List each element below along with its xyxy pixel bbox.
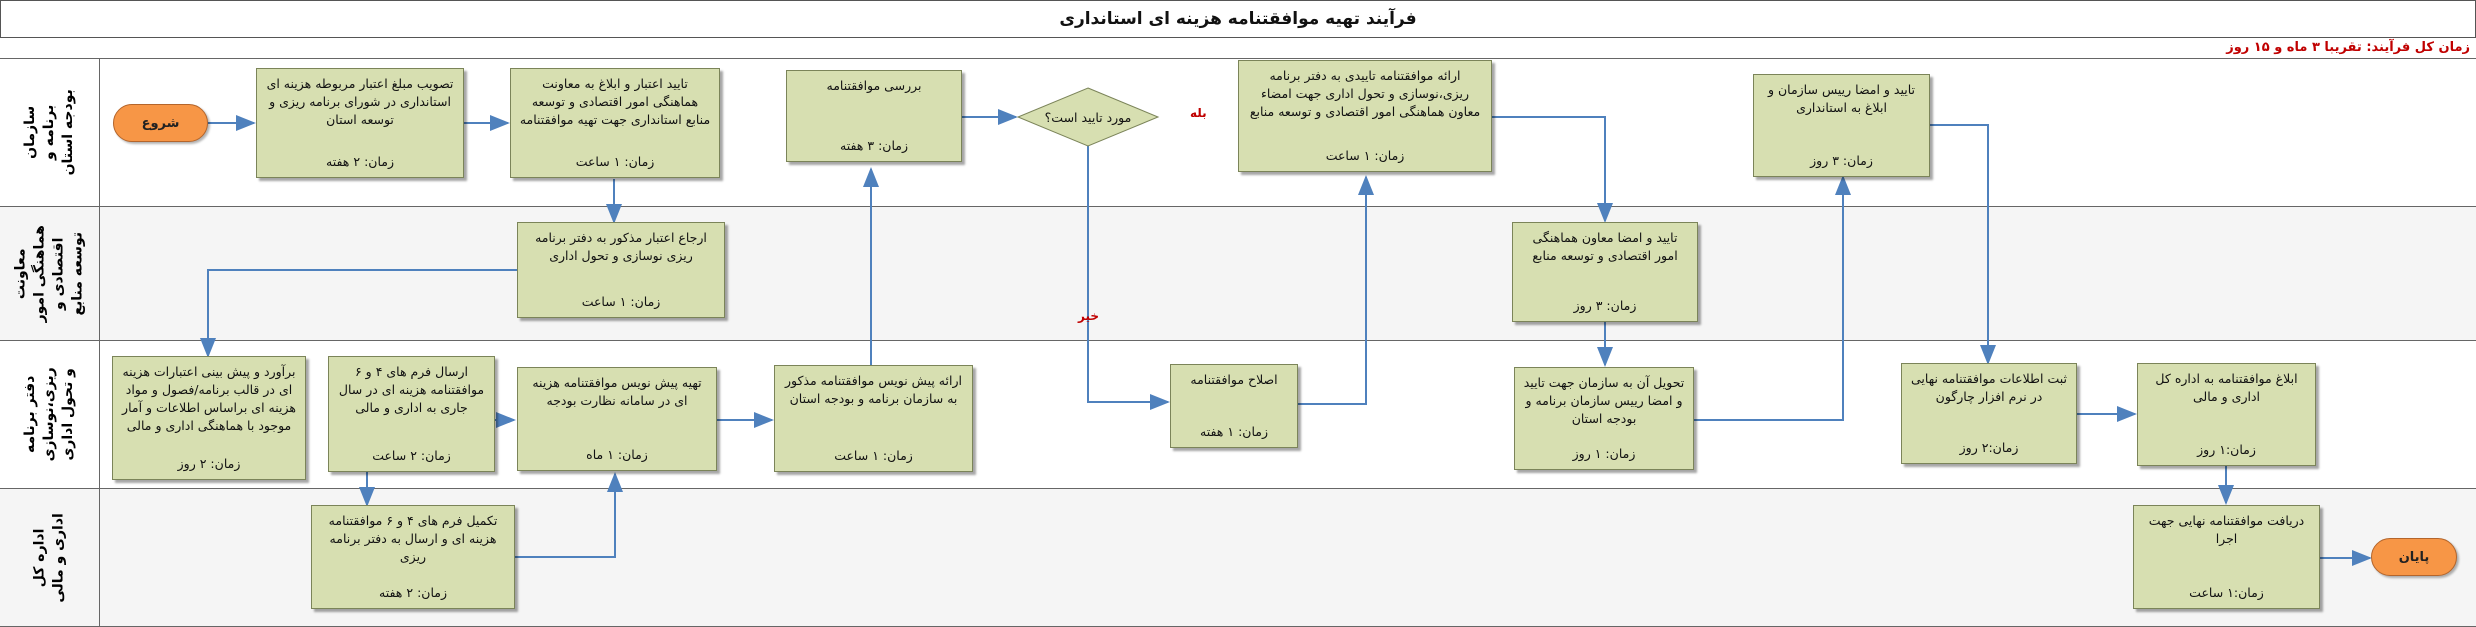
decision-label: مورد تایید است؟ [1044, 109, 1132, 125]
lane-label: سازمان برنامه و بودجه استان [0, 59, 100, 206]
no-label: خیر [1078, 309, 1100, 323]
step-receive-final: دریافت موافقتنامه نهایی جهت اجرا زمان:۱ ساعت [2133, 505, 2320, 609]
step-review-agreement: بررسی موافقتنامه زمان: ۳ هفته [786, 70, 962, 162]
step-estimate-credits: برآورد و پیش بینی اعتبارات هزینه ای در قالب برنامه/فصول و مواد هزینه ای براساس اطلاعات و آمار موجود با هماهنگی اداری و مالی زمان: ۲ روز [112, 356, 306, 480]
lane-label: اداره کل اداری و مالی [0, 489, 100, 626]
arrow [208, 270, 517, 356]
step-complete-forms: تکمیل فرم های ۴ و ۶ موافقتنامه هزینه ای و ارسال به دفتر برنامه ریزی زمان: ۲ هفته [311, 505, 515, 609]
arrow [1930, 125, 1988, 363]
start-terminal: شروع [113, 104, 208, 142]
step-approve-credit-council: تصویب مبلغ اعتبار مربوطه هزینه ای استانداری در شورای برنامه ریزی و توسعه استان زمان: ۲ هفته [256, 68, 464, 178]
step-refer-credit: ارجاع اعتبار مذکور به دفتر برنامه ریزی نوسازی و تحول اداری زمان: ۱ ساعت [517, 222, 725, 318]
step-submit-draft: ارائه پیش نویس موافقتنامه مذکور به سازمان برنامه و بودجه استان زمان: ۱ ساعت [774, 365, 973, 472]
step-deputy-sign: تایید و امضا معاون هماهنگی امور اقتصادی و توسعه منابع زمان: ۳ روز [1512, 222, 1698, 322]
arrow [1298, 177, 1366, 404]
step-notify-admin: ابلاغ موافقتنامه به اداره کل اداری و مالی زمان:۱ روز [2137, 363, 2316, 466]
page-title: فرآیند تهیه موافقتنامه هزینه ای استانداری [0, 0, 2476, 38]
step-draft-agreement: تهیه پیش نویس موافقتنامه هزینه ای در سامانه نظارت بودجه زمان: ۱ ماه [517, 367, 717, 471]
end-terminal: پایان [2371, 538, 2457, 576]
arrow [515, 474, 615, 557]
lane-label: معاونت هماهنگی امور اقتصادی و توسعه منابع [0, 207, 100, 340]
arrow [1694, 177, 1843, 420]
step-approve-notify-deputy: تایید اعتبار و ابلاغ به معاونت هماهنگی امور اقتصادی و توسعه منابع استانداری جهت تهیه موافقتنامه زمان: ۱ ساعت [510, 68, 720, 178]
arrow [1492, 117, 1605, 221]
step-register-chargoon: ثبت اطلاعات موافقتنامه نهایی در نرم افزار چارگون زمان:۲ روز [1901, 363, 2077, 464]
step-send-forms: ارسال فرم های ۴ و ۶ موافقتنامه هزینه ای در سال جاری به اداری و مالی زمان: ۲ ساعت [328, 356, 495, 472]
lane-label: دفتر برنامه ریزی،نوسازی و تحول اداری [0, 341, 100, 488]
step-revise-agreement: اصلاح موافقتنامه زمان: ۱ هفته [1170, 364, 1298, 448]
step-deliver-to-org: تحویل آن به سازمان جهت تایید و امضا رییس سازمان برنامه و بودجه استان زمان: ۱ روز [1514, 367, 1694, 470]
total-time: زمان کل فرآیند: تقریبا ۳ ماه و ۱۵ روز [2226, 40, 2470, 55]
arrow [1088, 145, 1168, 402]
yes-label: بله [1190, 106, 1207, 120]
step-submit-approved-agreement: ارائه موافقتنامه تاییدی به دفتر برنامه ریزی،نوسازی و تحول اداری جهت امضاء معاون هماهنگی امور اقتصادی و توسعه منابع زمان: ۱ ساعت [1238, 60, 1492, 172]
step-head-sign-notify: تایید و امضا رییس سازمان و ابلاغ به استانداری زمان: ۳ روز [1753, 74, 1930, 177]
